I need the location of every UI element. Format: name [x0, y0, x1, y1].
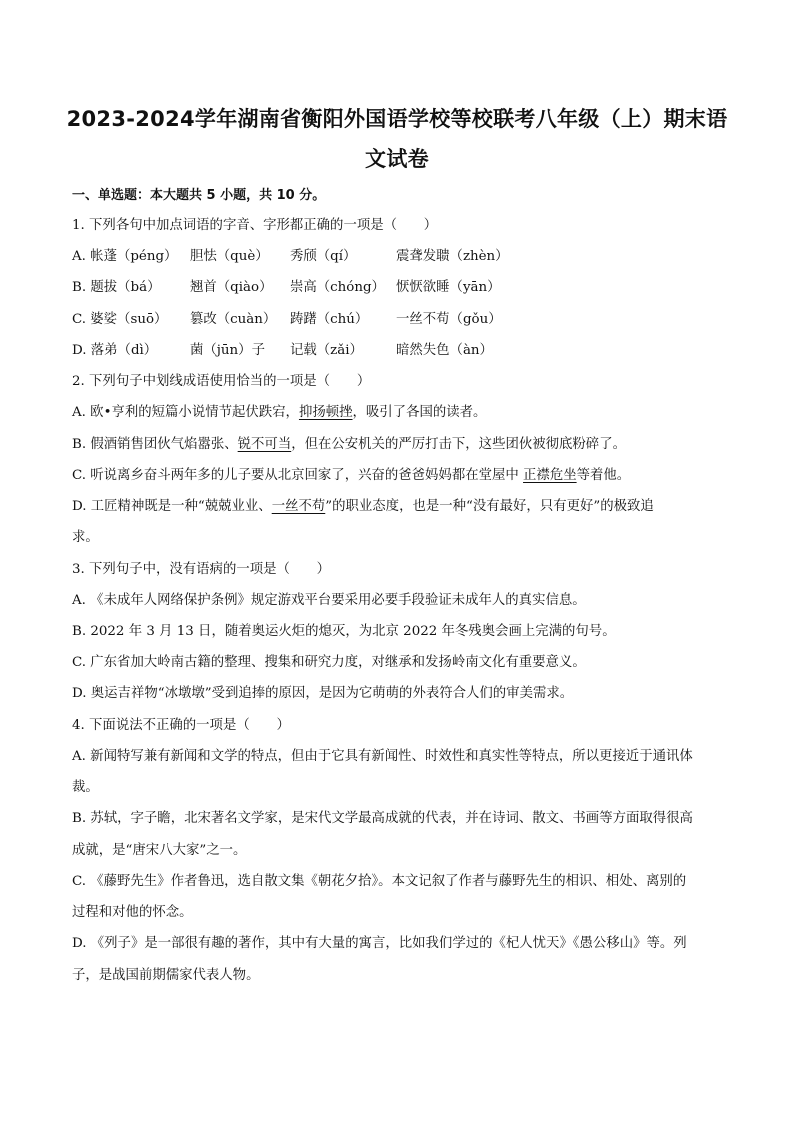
- q1-option-b: [72, 278, 732, 298]
- q1-c-item-1: C. 婆娑（suō）: [72, 312, 168, 327]
- q1-b-item-2: 翘首（qiào）: [190, 280, 273, 295]
- q3-option-d: D. 奥运吉祥物“冰墩墩”受到追捧的原因，是因为它萌萌的外表符合人们的审美需求。: [72, 686, 574, 701]
- q2-d-text-end: ”的职业态度，也是一种“没有最好，只有更好”的极致追: [325, 499, 654, 514]
- q1-a-item-3: 秀颀（qí）: [290, 249, 357, 264]
- q2-d-underlined-idiom: 一丝不苟: [271, 499, 326, 514]
- q1-b-item-4: 恹恹欲睡（yān）: [396, 280, 501, 295]
- q2-b-text-end: ，但在公安机关的严厉打击下，这些团伙被彻底粉碎了。: [291, 437, 626, 452]
- q1-option-d: [72, 341, 732, 361]
- q2-option-a: [72, 403, 732, 423]
- q4-option-a-continued: 裁。: [72, 780, 99, 795]
- q2-option-d: [72, 497, 732, 517]
- exam-title-line-1: 2023-2024学年湖南省衡阳外国语学校等校联考八年级（上）期末语: [66, 107, 728, 131]
- q1-a-item-2: 胆怯（què）: [190, 249, 269, 264]
- q4-option-d: D. 《列子》是一部很有趣的著作，其中有大量的寓言，比如我们学过的《杞人忧天》《愚公移山》等。列: [72, 936, 687, 951]
- q1-c-item-4: 一丝不苟（gǒu）: [396, 312, 502, 327]
- q1-option-a: [72, 247, 732, 267]
- q2-d-text: D. 工匠精神既是一种“兢兢业业、: [72, 499, 272, 514]
- q3-stem: 3. 下列句子中，没有语病的一项是（ ）: [72, 562, 331, 577]
- q2-option-c: [72, 466, 732, 486]
- q2-option-d-continued: 求。: [72, 530, 99, 545]
- q2-stem: 2. 下列句子中划线成语使用恰当的一项是（ ）: [72, 374, 371, 389]
- q1-c-item-2: 篡改（cuàn）: [190, 312, 277, 327]
- q2-a-text: A. 欧•亨利的短篇小说情节起伏跌宕，: [72, 405, 299, 420]
- q2-b-text: B. 假酒销售团伙气焰嚣张、: [72, 437, 238, 452]
- q4-option-c: C. 《藤野先生》作者鲁迅，选自散文集《朝花夕拾》。本文记叙了作者与藤野先生的相识、相处、离别的: [72, 874, 687, 889]
- q2-a-text-end: ，吸引了各国的读者。: [352, 405, 487, 420]
- q1-b-item-3: 崇高（chóng）: [290, 280, 385, 295]
- q2-c-underlined-idiom: 正襟危坐: [523, 468, 577, 483]
- exam-title-line-2: 文试卷: [365, 147, 429, 171]
- q2-c-text-end: 等着他。: [576, 468, 631, 483]
- q1-a-item-4: 震聋发聩（zhèn）: [396, 249, 509, 264]
- q4-option-a: A. 新闻特写兼有新闻和文学的特点，但由于它具有新闻性、时效性和真实性等特点，所以更接近于通讯体: [72, 749, 693, 764]
- q1-option-c: [72, 310, 732, 330]
- q2-a-underlined-idiom: 抑扬顿挫: [298, 405, 353, 420]
- q4-option-d-continued: 子，是战国前期儒家代表人物。: [72, 968, 260, 983]
- q2-b-underlined-idiom: 锐不可当: [237, 437, 292, 452]
- q1-a-item-1: A. 帐蓬（péng）: [72, 249, 178, 264]
- q3-option-c: C. 广东省加大岭南古籍的整理、搜集和研究力度，对继承和发扬岭南文化有重要意义。: [72, 655, 586, 670]
- q2-option-b: [72, 435, 732, 455]
- section-heading: 一、单选题：本大题共 5 小题，共 10 分。: [72, 188, 326, 203]
- q1-d-item-1: D. 落弟（dì）: [72, 343, 158, 358]
- q1-d-item-2: 菌（jūn）子: [190, 343, 265, 358]
- q3-option-a: A. 《未成年人网络保护条例》规定游戏平台要采用必要手段验证未成年人的真实信息。: [72, 593, 586, 608]
- q4-option-b: B. 苏轼，字子瞻，北宋著名文学家，是宋代文学最高成就的代表，并在诗词、散文、书画等方面取得很高: [72, 811, 693, 826]
- q1-d-item-3: 记载（zǎi）: [290, 343, 363, 358]
- q4-stem: 4. 下面说法不正确的一项是（ ）: [72, 718, 290, 733]
- q3-option-b: B. 2022 年 3 月 13 日，随着奥运火炬的熄灭，为北京 2022 年冬残奥会画上完满的句号。: [72, 624, 616, 639]
- q1-stem: 1. 下列各句中加点词语的字音、字形都正确的一项是（ ）: [72, 218, 438, 233]
- q4-option-b-continued: 成就，是“唐宋八大家”之一。: [72, 843, 247, 858]
- q4-option-c-continued: 过程和对他的怀念。: [72, 905, 193, 920]
- q1-d-item-4: 暗然失色（àn）: [396, 343, 493, 358]
- q1-c-item-3: 踌躇（chú）: [290, 312, 369, 327]
- q2-c-text: C. 听说离乡奋斗两年多的儿子要从北京回家了，兴奋的爸爸妈妈都在堂屋中: [72, 468, 524, 483]
- q1-b-item-1: B. 题拔（bá）: [72, 280, 161, 295]
